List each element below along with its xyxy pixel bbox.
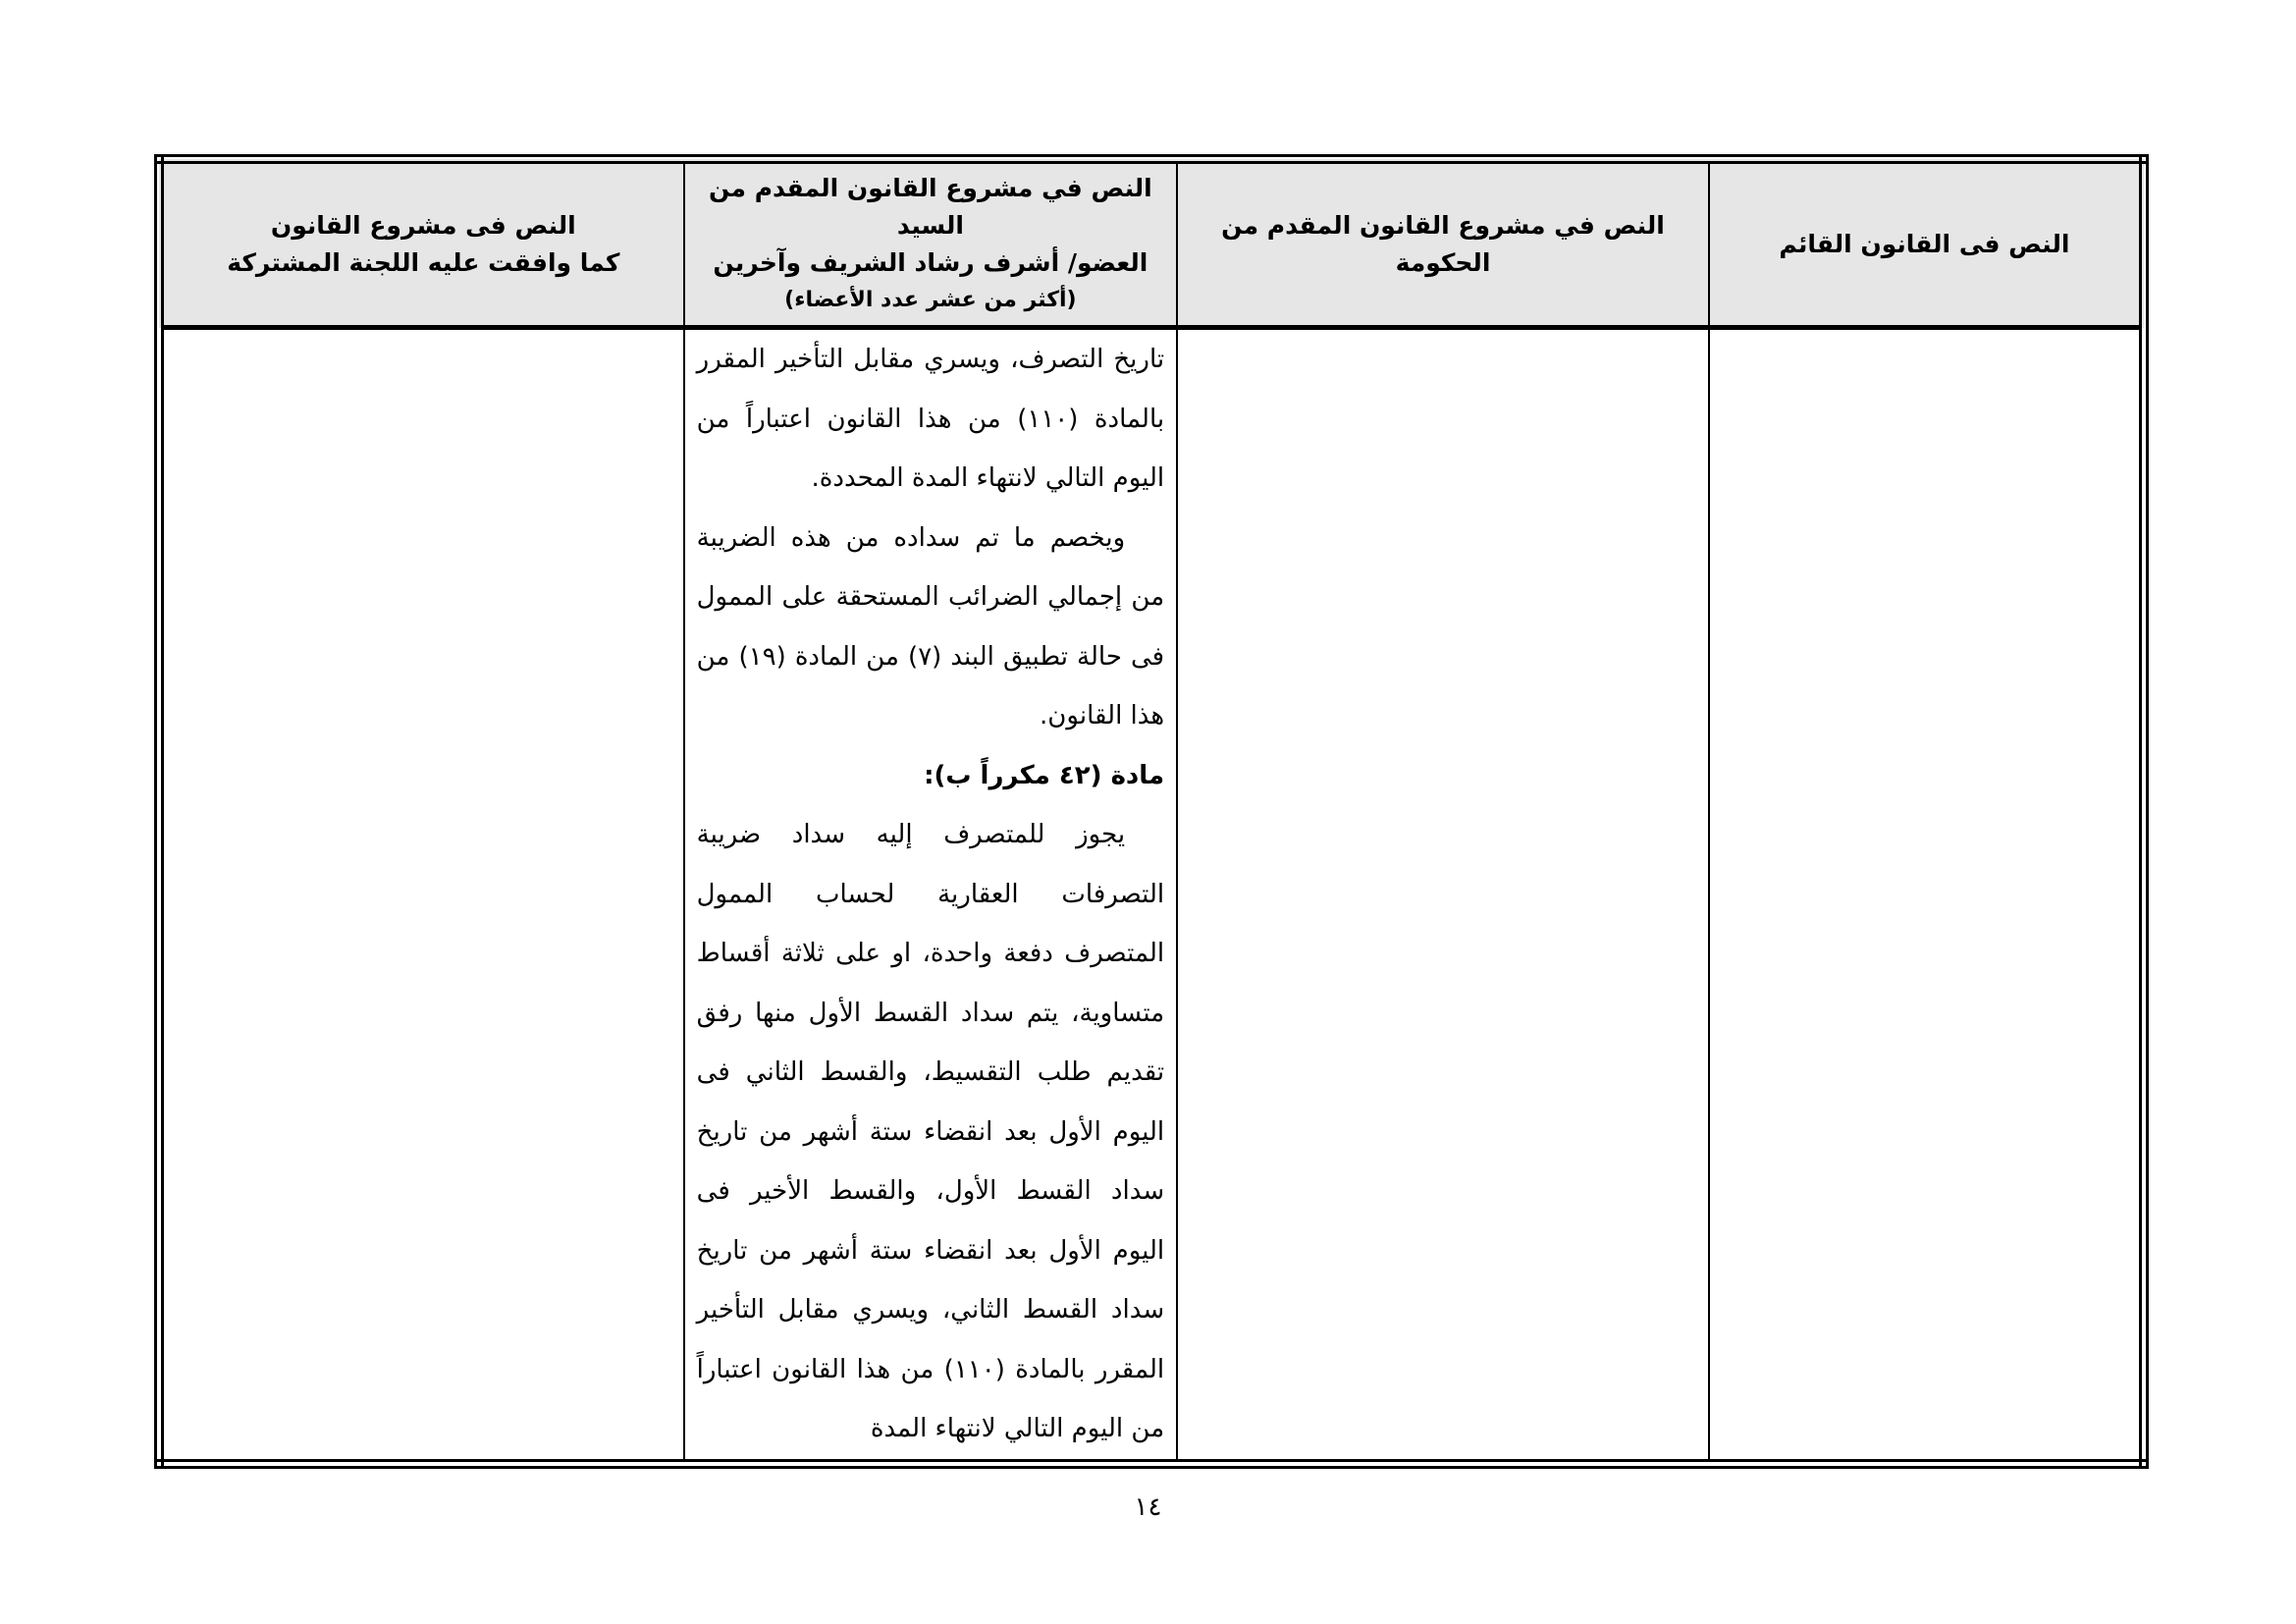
- header-member-draft-line2: العضو/ أشرف رشاد الشريف وآخرين: [713, 248, 1148, 277]
- header-committee-text-line2: كما وافقت عليه اللجنة المشتركة: [227, 248, 620, 277]
- cell-member-draft: [684, 328, 1177, 1464]
- cell-government-draft: [1177, 328, 1709, 1464]
- cell-committee-text: [159, 328, 684, 1464]
- member-draft-para3: يجوز للمتصرف إليه سداد ضريبة التصرفات العقارية لحساب الممول المتصرف دفعة واحدة، او على ثلاثة أقساط متساوية، يتم سداد القسط الأول منها رفق تقديم طلب التقسيط، والقسط الثاني فى اليوم الأول بعد انقضاء ستة أشهر من تاريخ سداد القسط الأول، والقسط الأخير فى اليوم الأول بعد انقضاء ستة أشهر من تاريخ سداد القسط الثاني، ويسري مقابل التأخير المقرر بالمادة (١١٠) من هذا القانون اعتباراً من اليوم التالي لانتهاء المدة: [696, 820, 1165, 1443]
- header-existing-law: [1709, 159, 2144, 328]
- header-member-draft: [684, 159, 1177, 328]
- article-title: مادة (٤٢ مكرراً ب):: [924, 760, 1165, 790]
- header-member-draft-line3: (أكثر من عشر عدد الأعضاء): [784, 288, 1077, 312]
- header-government-draft: [1177, 159, 1709, 328]
- member-draft-para2: ويخصم ما تم سداده من هذه الضريبة من إجمالي الضرائب المستحقة على الممول فى حالة تطبيق البند (٧) من المادة (١٩) من هذا القانون.: [696, 522, 1165, 731]
- table-body-row: [159, 328, 2144, 1464]
- header-existing-law-label: النص فى القانون القائم: [1779, 230, 2070, 258]
- cell-existing-law: [1709, 328, 2144, 1464]
- header-committee-text-line1: النص فى مشروع القانون: [270, 211, 576, 240]
- header-government-draft-label: النص في مشروع القانون المقدم من الحكومة: [1221, 211, 1665, 277]
- member-draft-text: [697, 330, 1164, 1459]
- comparison-table: [154, 154, 2149, 1469]
- header-member-draft-line1: النص في مشروع القانون المقدم من السيد: [709, 174, 1152, 240]
- page-number: ١٤: [1134, 1492, 1162, 1522]
- header-committee-text: [159, 159, 684, 328]
- member-draft-para1: تاريخ التصرف، ويسري مقابل التأخير المقرر بالمادة (١١٠) من هذا القانون اعتباراً من اليوم التالي لانتهاء المدة المحددة.: [696, 345, 1165, 493]
- table-header-row: [159, 159, 2144, 328]
